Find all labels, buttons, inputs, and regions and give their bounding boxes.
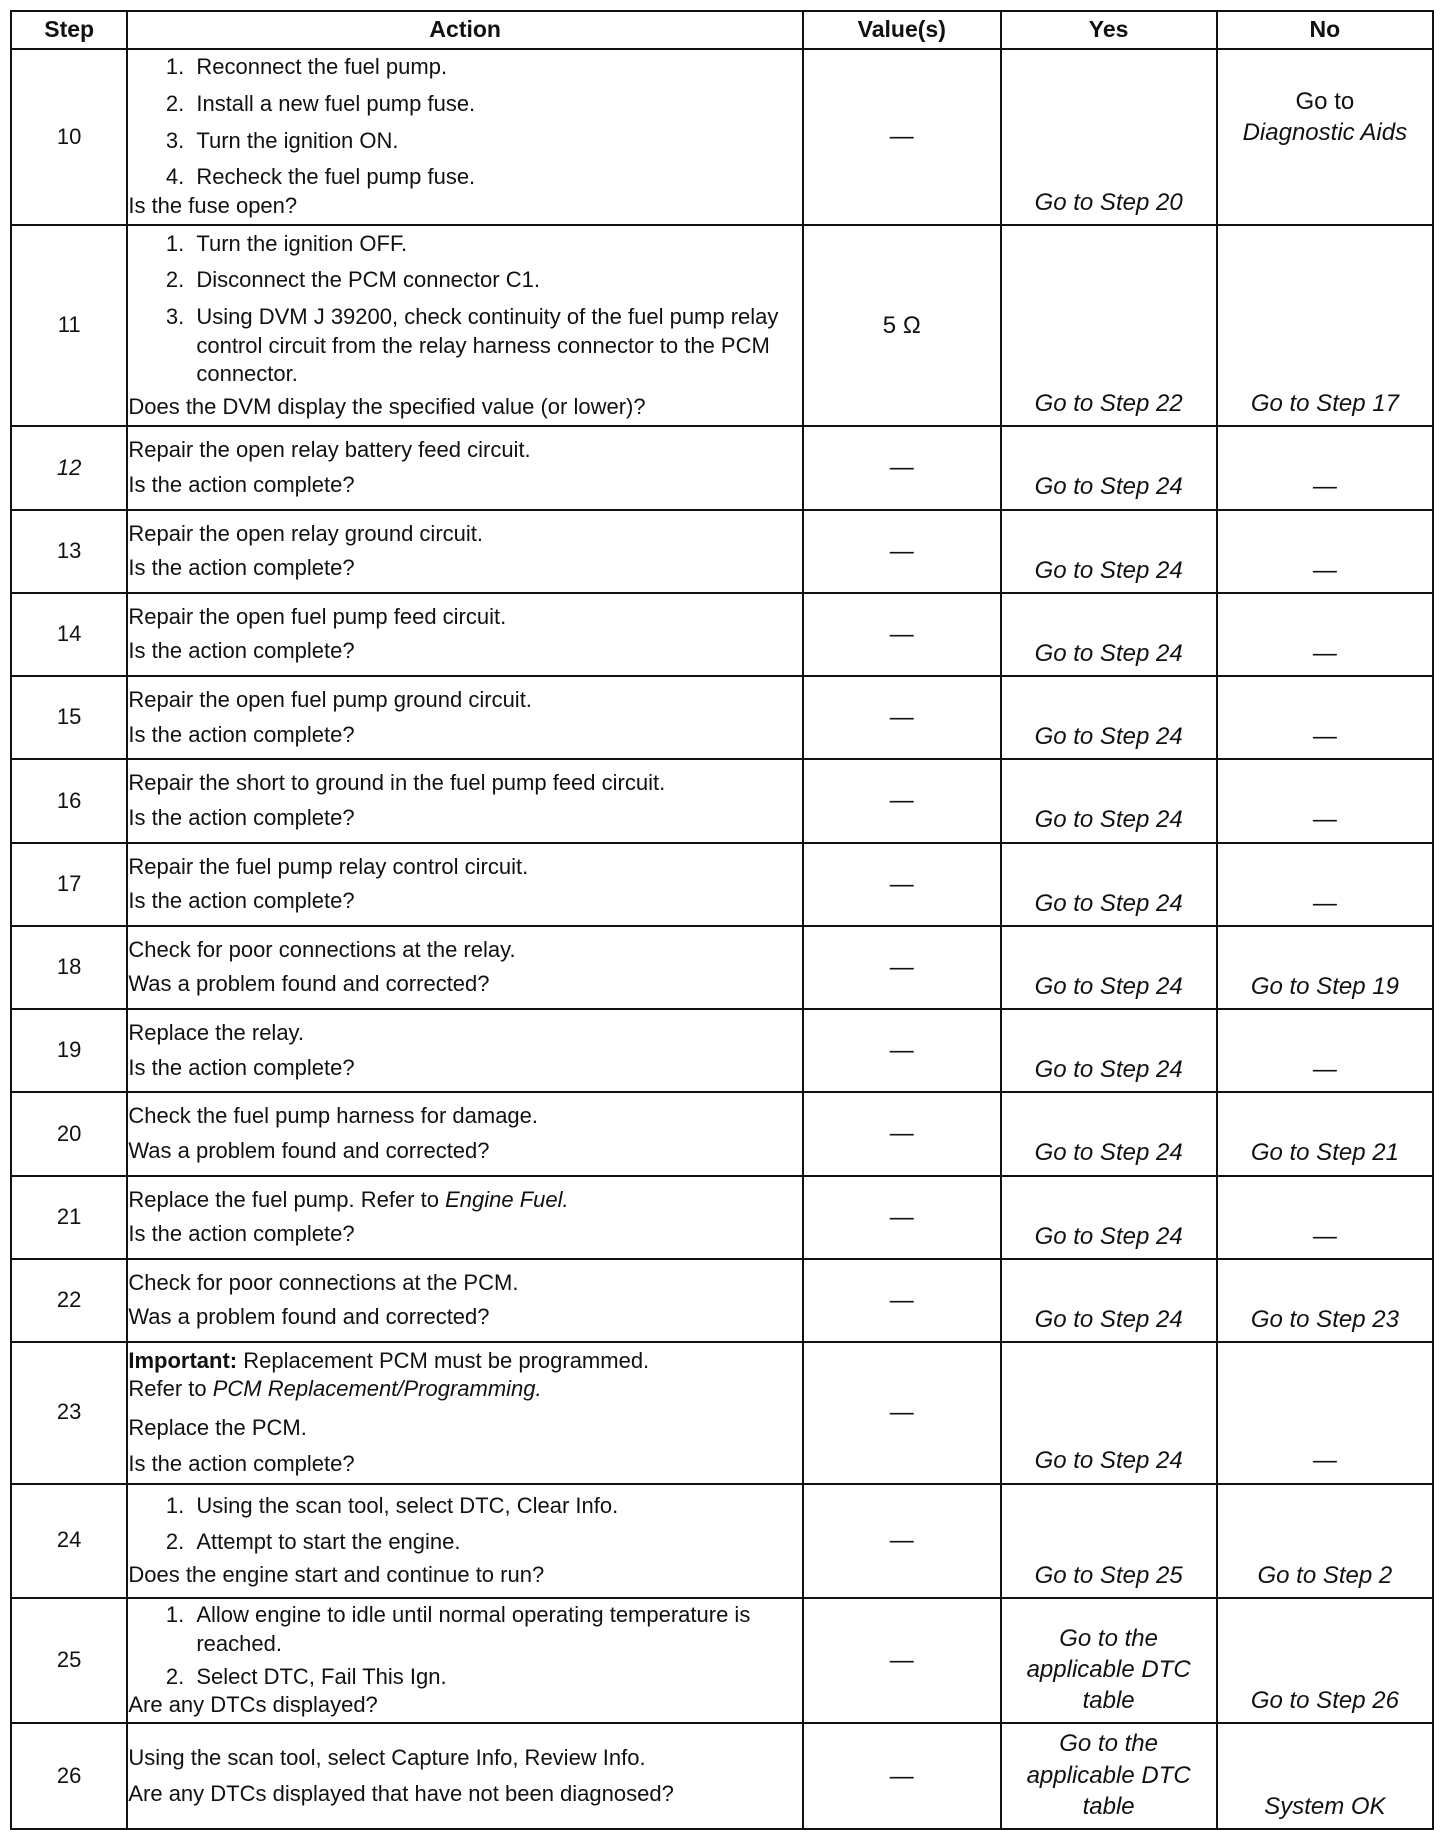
no-cell: Go to Step 21 xyxy=(1217,1092,1433,1175)
no-link: Diagnostic Aids xyxy=(1242,118,1408,146)
yes-cell: Go to the applicable DTC table xyxy=(1001,1723,1217,1829)
header-row xyxy=(11,11,1433,49)
important-note xyxy=(128,1347,802,1376)
diagnostic-table xyxy=(10,10,1434,1830)
step-number: 13 xyxy=(11,510,127,593)
value-cell: — xyxy=(803,49,1000,225)
action-line: Repair the open fuel pump ground circuit. xyxy=(128,687,532,713)
step-number: 12 xyxy=(11,426,127,509)
no-cell: System OK xyxy=(1217,1723,1433,1829)
no-cell: — xyxy=(1217,593,1433,676)
action-substep: 3. Using DVM J 39200, check continuity of the fuel pump relay control circuit from the relay harness connector to the PCM connector. xyxy=(190,303,802,389)
no-cell: — xyxy=(1217,1342,1433,1484)
header-yes: Yes xyxy=(1001,11,1217,49)
table-row xyxy=(11,49,1433,225)
no-cell: — xyxy=(1217,843,1433,926)
action-question: Does the DVM display the specified value (or lower)? xyxy=(128,393,646,419)
action-line: Check for poor connections at the relay. xyxy=(128,936,516,962)
action-question: Is the action complete? xyxy=(128,804,355,830)
step-number: 11 xyxy=(11,225,127,426)
no-text: Go to xyxy=(1295,87,1355,115)
action-question: Is the action complete? xyxy=(128,471,355,497)
action-cell xyxy=(127,926,803,1009)
table-row xyxy=(11,225,1433,426)
value-cell: — xyxy=(803,1176,1000,1259)
yes-cell: Go to Step 24 xyxy=(1001,1259,1217,1342)
action-substep: 1. Using the scan tool, select DTC, Clear Info. xyxy=(190,1492,802,1521)
step-number: 23 xyxy=(11,1342,127,1484)
no-cell: — xyxy=(1217,1009,1433,1092)
yes-cell: Go to Step 24 xyxy=(1001,759,1217,842)
action-line-text: Replace the fuel pump. Refer to xyxy=(128,1186,439,1212)
action-cell xyxy=(127,1342,803,1484)
action-question: Is the action complete? xyxy=(128,888,355,914)
action-cell xyxy=(127,49,803,225)
action-substep: 2. Select DTC, Fail This Ign. xyxy=(190,1663,802,1692)
action-cell xyxy=(127,1009,803,1092)
no-cell: Go to Step 19 xyxy=(1217,926,1433,1009)
step-number: 22 xyxy=(11,1259,127,1342)
action-cell xyxy=(127,676,803,759)
action-line: Repair the short to ground in the fuel pump feed circuit. xyxy=(128,770,666,796)
action-question: Is the action complete? xyxy=(128,1054,355,1080)
no-cell: — xyxy=(1217,510,1433,593)
table-row xyxy=(11,1176,1433,1259)
value-cell: — xyxy=(803,510,1000,593)
table-row xyxy=(11,510,1433,593)
value-cell: — xyxy=(803,926,1000,1009)
no-cell: Go to Step 2 xyxy=(1217,1484,1433,1598)
table-row xyxy=(11,1009,1433,1092)
action-question: Is the action complete? xyxy=(128,555,355,581)
action-question: Are any DTCs displayed? xyxy=(128,1692,378,1718)
yes-cell: Go to Step 24 xyxy=(1001,926,1217,1009)
action-cell xyxy=(127,759,803,842)
table-row xyxy=(11,1598,1433,1723)
action-substep: 1. Turn the ignition OFF. xyxy=(190,230,802,259)
action-question: Are any DTCs displayed that have not been diagnosed? xyxy=(128,1781,674,1807)
value-cell: — xyxy=(803,1342,1000,1484)
step-number: 26 xyxy=(11,1723,127,1829)
value-cell: — xyxy=(803,1723,1000,1829)
action-question: Was a problem found and corrected? xyxy=(128,1304,490,1330)
refer-line xyxy=(128,1375,802,1404)
yes-cell: Go to Step 24 xyxy=(1001,593,1217,676)
action-question: Is the action complete? xyxy=(128,638,355,664)
value-cell: — xyxy=(803,676,1000,759)
action-substep: 4. Recheck the fuel pump fuse. xyxy=(190,163,802,192)
no-cell: Go to Step 23 xyxy=(1217,1259,1433,1342)
step-number: 15 xyxy=(11,676,127,759)
yes-cell: Go to Step 24 xyxy=(1001,1176,1217,1259)
action-substep: 2. Disconnect the PCM connector C1. xyxy=(190,266,802,295)
header-no: No xyxy=(1217,11,1433,49)
action-cell xyxy=(127,225,803,426)
header-step: Step xyxy=(11,11,127,49)
action-substep: 3. Turn the ignition ON. xyxy=(190,127,802,156)
action-line: Repair the open relay ground circuit. xyxy=(128,520,483,546)
action-substep: 1. Reconnect the fuel pump. xyxy=(190,53,802,82)
no-cell: Go to Step 17 xyxy=(1217,225,1433,426)
table-row xyxy=(11,1484,1433,1598)
action-line: Repair the fuel pump relay control circuit. xyxy=(128,853,529,879)
table-row xyxy=(11,1723,1433,1829)
yes-cell: Go to Step 24 xyxy=(1001,1009,1217,1092)
action-cell xyxy=(127,1598,803,1723)
action-cell xyxy=(127,1092,803,1175)
table-row xyxy=(11,1259,1433,1342)
action-question: Is the fuse open? xyxy=(128,192,298,218)
reference-link[interactable]: PCM Replacement/Programming. xyxy=(212,1376,542,1402)
action-line: Replace the relay. xyxy=(128,1020,305,1046)
yes-cell: Go to Step 24 xyxy=(1001,1342,1217,1484)
step-number: 21 xyxy=(11,1176,127,1259)
no-cell: — xyxy=(1217,676,1433,759)
action-substep: 2. Attempt to start the engine. xyxy=(190,1528,802,1557)
step-number: 24 xyxy=(11,1484,127,1598)
value-cell: — xyxy=(803,593,1000,676)
no-cell: — xyxy=(1217,1176,1433,1259)
action-line: Replace the PCM. xyxy=(128,1414,307,1440)
value-cell: — xyxy=(803,759,1000,842)
step-number: 19 xyxy=(11,1009,127,1092)
action-line: Check for poor connections at the PCM. xyxy=(128,1269,519,1295)
action-cell xyxy=(127,1484,803,1598)
action-substep: 1. Allow engine to idle until normal operating temperature is reached. xyxy=(190,1601,802,1658)
action-line: Using the scan tool, select Capture Info, Review Info. xyxy=(128,1744,646,1770)
value-cell: — xyxy=(803,1598,1000,1723)
yes-cell: Go to Step 24 xyxy=(1001,1092,1217,1175)
step-number: 18 xyxy=(11,926,127,1009)
action-line: Repair the open fuel pump feed circuit. xyxy=(128,603,507,629)
action-cell xyxy=(127,1723,803,1829)
step-number: 20 xyxy=(11,1092,127,1175)
value-cell: — xyxy=(803,1484,1000,1598)
no-cell: Go to Step 26 xyxy=(1217,1598,1433,1723)
no-cell xyxy=(1217,49,1433,225)
action-question: Was a problem found and corrected? xyxy=(128,971,490,997)
table-row xyxy=(11,926,1433,1009)
action-line: Check the fuel pump harness for damage. xyxy=(128,1103,539,1129)
yes-cell: Go to Step 25 xyxy=(1001,1484,1217,1598)
table-row xyxy=(11,1342,1433,1484)
action-cell xyxy=(127,426,803,509)
no-cell: — xyxy=(1217,759,1433,842)
value-cell: — xyxy=(803,1009,1000,1092)
action-cell xyxy=(127,1176,803,1259)
yes-cell: Go to Step 24 xyxy=(1001,676,1217,759)
action-cell xyxy=(127,510,803,593)
yes-cell: Go to Step 22 xyxy=(1001,225,1217,426)
value-cell: — xyxy=(803,843,1000,926)
action-question: Does the engine start and continue to run? xyxy=(128,1562,545,1588)
table-row xyxy=(11,593,1433,676)
header-value: Value(s) xyxy=(803,11,1000,49)
action-substep: 2. Install a new fuel pump fuse. xyxy=(190,90,802,119)
step-number: 17 xyxy=(11,843,127,926)
no-cell: — xyxy=(1217,426,1433,509)
table-row xyxy=(11,843,1433,926)
table-row xyxy=(11,676,1433,759)
action-question: Is the action complete? xyxy=(128,1451,355,1477)
yes-cell: Go to Step 24 xyxy=(1001,510,1217,593)
action-question: Was a problem found and corrected? xyxy=(128,1137,490,1163)
value-cell: — xyxy=(803,426,1000,509)
yes-cell: Go to the applicable DTC table xyxy=(1001,1598,1217,1723)
yes-cell: Go to Step 24 xyxy=(1001,843,1217,926)
header-action: Action xyxy=(127,11,803,49)
value-cell: — xyxy=(803,1092,1000,1175)
value-cell: 5 Ω xyxy=(803,225,1000,426)
step-number: 16 xyxy=(11,759,127,842)
reference-link[interactable]: Engine Fuel. xyxy=(445,1186,569,1212)
table-row xyxy=(11,426,1433,509)
yes-cell: Go to Step 24 xyxy=(1001,426,1217,509)
action-question: Is the action complete? xyxy=(128,1221,355,1247)
yes-cell: Go to Step 20 xyxy=(1001,49,1217,225)
step-number: 10 xyxy=(11,49,127,225)
action-question: Is the action complete? xyxy=(128,721,355,747)
important-text: Replacement PCM must be programmed. xyxy=(243,1347,650,1373)
action-cell xyxy=(127,593,803,676)
step-number: 14 xyxy=(11,593,127,676)
action-line: Repair the open relay battery feed circuit. xyxy=(128,437,531,463)
refer-text: Refer to xyxy=(128,1376,207,1402)
action-cell xyxy=(127,843,803,926)
value-cell: — xyxy=(803,1259,1000,1342)
important-label: Important: xyxy=(128,1347,238,1373)
action-cell xyxy=(127,1259,803,1342)
table-row xyxy=(11,759,1433,842)
action-line xyxy=(128,1186,802,1215)
table-row xyxy=(11,1092,1433,1175)
step-number: 25 xyxy=(11,1598,127,1723)
